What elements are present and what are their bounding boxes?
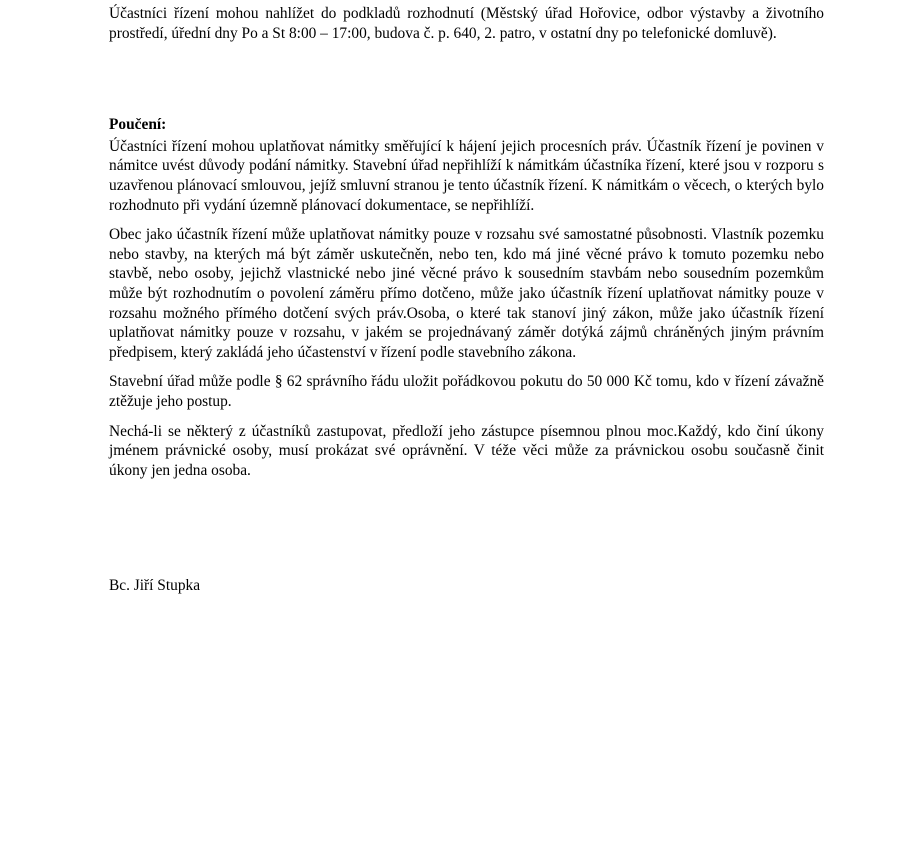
document-page: [109, 4, 824, 596]
signature-name: Bc. Jiří Stupka: [109, 577, 201, 595]
paragraph-municipality: Obec jako účastník řízení může uplatňovat námitky pouze v rozsahu své samostatné působnosti. Vlastník pozemku nebo stavby, na kterých má být záměr uskutečněn, nebo ten, kdo má jiné věcné právo k tomuto pozemku nebo stavbě, nebo osoby, jejichž vlastnické nebo jiné věcné právo k sousedním stavbám nebo sousedním pozemkům může být rozhodnutím o povolení záměru přímo dotčeno, může jako účastník řízení uplatňovat námitky pouze v rozsahu možného přímého dotčení svých práv.Osoba, o které tak stanoví jiný zákon, může jako účastník řízení uplatňovat námitky pouze v rozsahu, v jakém se projednávaný záměr dotýká zájmů chráněných jiným právním předpisem, který zakládá jeho účastenství v řízení podle stavebního zákona.: [109, 226, 824, 361]
paragraph-representation: Nechá-li se některý z účastníků zastupovat, předloží jeho zástupce písemnou plnou moc.Každý, kdo činí úkony jménem právnické osoby, musí prokázat své oprávnění. V téže věci může za právnickou osobu současně činit úkony jen jedna osoba.: [109, 422, 824, 479]
paragraph-objections: Účastníci řízení mohou uplatňovat námitky směřující k hájení jejich procesních práv. Účastník řízení je povinen v námitce uvést důvody podání námitky. Stavební úřad nepřihlíží k námitkám účastníka řízení, které jsou v rozporu s uzavřenou plánovací smlouvou, jejíž smluvní stranou je tento účastník řízení. K námitkám o věcech, o kterých bylo rozhodnuto při vydání územně plánovací dokumentace, se nepřihlíží.: [109, 137, 824, 214]
intro-paragraph: Účastníci řízení mohou nahlížet do podkladů rozhodnutí (Městský úřad Hořovice, odbor výstavby a životního prostředí, úřední dny Po a St 8:00 – 17:00, budova č. p. 640, 2. patro, v ostatní dny po telefonické domluvě).: [109, 5, 824, 42]
paragraph-penalty: Stavební úřad může podle § 62 správního řádu uložit pořádkovou pokutu do 50 000 Kč tomu, kdo v řízení závažně ztěžuje jeho postup.: [109, 373, 824, 410]
section-heading-pouceni: Poučení:: [109, 116, 167, 134]
